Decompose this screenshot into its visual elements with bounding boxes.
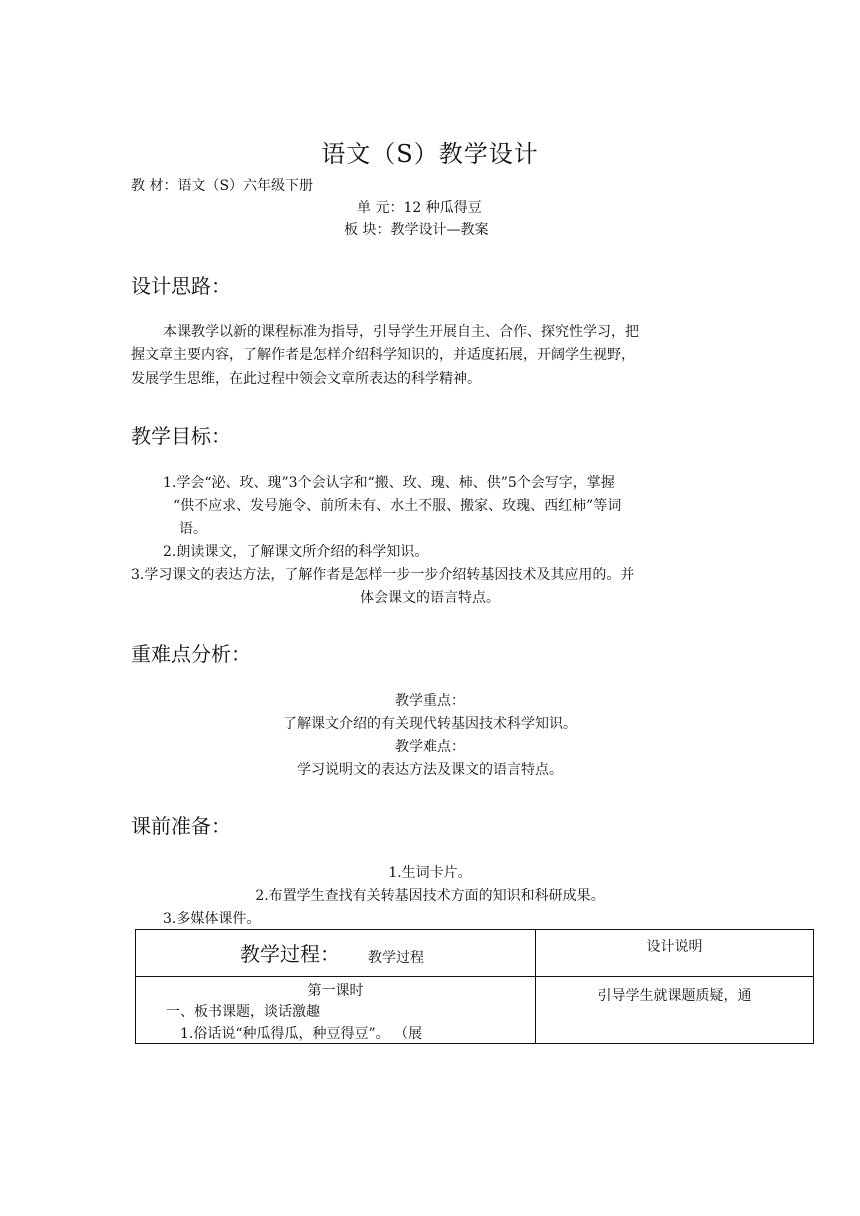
goal-line: 3.学习课文的表达方法，了解作者是怎样一步一步介绍转基因技术及其应用的。并: [131, 567, 635, 583]
meta-unit: 单 元：12 种瓜得豆: [357, 200, 482, 216]
process-content-cell: [136, 977, 536, 1044]
process-header-cell: [136, 930, 536, 977]
goal-line: 语。: [179, 521, 207, 537]
table-header-row: [136, 930, 814, 977]
table-row: [136, 977, 814, 1044]
process-step: 1.俗话说“种瓜得瓜，种豆得豆”。 （展: [180, 1026, 423, 1042]
process-table: [135, 929, 814, 1044]
notes-header-cell: 设计说明: [536, 930, 814, 977]
analysis-label: 教学重点：: [395, 693, 465, 709]
process-subheading: 教学过程: [368, 950, 424, 966]
meta-textbook: 教 材：语文（S）六年级下册: [131, 178, 314, 194]
goal-line: 2.朗读课文，了解课文所介绍的科学知识。: [163, 544, 429, 560]
prep-item: 1.生词卡片。: [388, 865, 472, 881]
lesson-label: 第一课时: [307, 983, 364, 999]
analysis-text: 了解课文介绍的有关现代转基因技术科学知识。: [283, 716, 577, 732]
goal-line: 1.学会“泌、玫、瑰”3个会认字和“搬、玫、瑰、柿、供”5个会写字，掌握: [163, 475, 615, 491]
design-line: 本课教学以新的课程标准为指导，引导学生开展自主、合作、探究性学习，把: [163, 324, 639, 340]
goal-line: “供不应求、发号施令、前所未有、水土不服、搬家、玫瑰、西红柿”等词: [173, 498, 622, 514]
process-heading: 教学过程：: [240, 942, 340, 966]
goal-line: 体会课文的语言特点。: [360, 590, 500, 606]
design-line: 握文章主要内容，了解作者是怎样介绍科学知识的，并适度拓展，开阔学生视野，: [131, 347, 635, 363]
notes-content-cell: 引导学生就课题质疑，通: [536, 977, 814, 1044]
design-line: 发展学生思维，在此过程中领会文章所表达的科学精神。: [131, 371, 481, 387]
prep-item: 3.多媒体课件。: [163, 911, 261, 927]
page-title: 语文（S）教学设计: [321, 140, 539, 168]
process-step: 一、板书课题，谈话激趣: [166, 1004, 320, 1020]
heading-goals: 教学目标：: [131, 424, 231, 448]
heading-analysis: 重难点分析：: [131, 642, 251, 666]
analysis-text: 学习说明文的表达方法及课文的语言特点。: [297, 762, 563, 778]
meta-section: 板 块：教学设计—教案: [344, 222, 489, 238]
prep-item: 2.布置学生查找有关转基因技术方面的知识和科研成果。: [255, 888, 605, 904]
heading-design: 设计思路：: [131, 274, 231, 298]
analysis-label: 教学难点：: [395, 739, 465, 755]
heading-prep: 课前准备：: [131, 814, 231, 838]
